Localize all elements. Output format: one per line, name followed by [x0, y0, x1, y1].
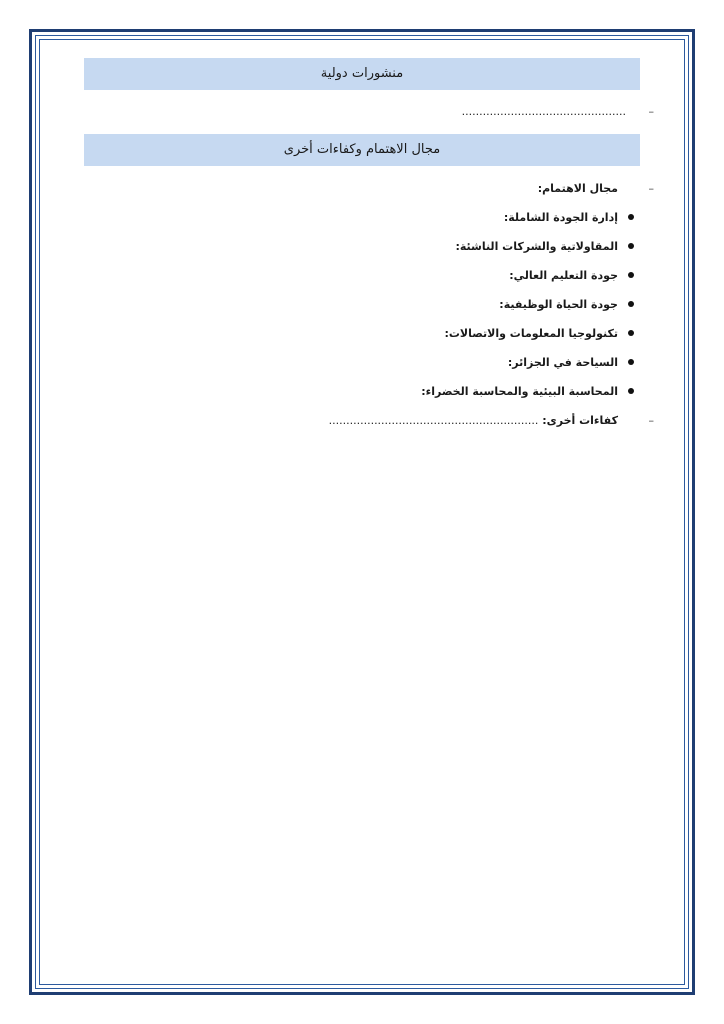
list-item [84, 290, 640, 319]
interests-header [84, 134, 640, 166]
publications-title: منشورات دولية [320, 66, 404, 81]
dash-marker: – [648, 105, 654, 118]
list-item-text: جودة التعليم العالي: [509, 269, 618, 282]
other-skills-row [84, 406, 654, 435]
publications-dots: ............................................... [461, 105, 626, 118]
bullet-icon [628, 214, 634, 220]
list-item-text: السياحة في الجزائر: [507, 356, 618, 369]
dash-marker: – [648, 182, 654, 195]
bullet-icon [628, 388, 634, 394]
list-item [84, 203, 640, 232]
bullet-icon [628, 301, 634, 307]
list-item [84, 319, 640, 348]
list-item [84, 261, 640, 290]
list-item-text: المحاسبة البيئية والمحاسبة الخضراء: [421, 385, 618, 398]
dash-marker: – [648, 414, 654, 427]
other-skills-label: كفاءات أخرى: [542, 414, 618, 427]
list-item-text: المقاولاتية والشركات الناشئة: [455, 240, 618, 253]
bullet-icon [628, 272, 634, 278]
bullet-icon [628, 359, 634, 365]
publications-header [84, 58, 640, 90]
field-of-interest-row [84, 174, 654, 203]
other-skills-dots: ............................................................ [328, 414, 539, 427]
publications-entry [84, 90, 654, 134]
field-of-interest-label: مجال الاهتمام: [537, 182, 618, 195]
list-item [84, 232, 640, 261]
interests-title: مجال الاهتمام وكفاءات أخرى [283, 142, 441, 157]
list-item-text: جودة الحياة الوظيفية: [499, 298, 618, 311]
bullet-icon [628, 330, 634, 336]
list-item-text: إدارة الجودة الشاملة: [503, 211, 618, 224]
list-item-text: تكنولوجيا المعلومات والاتصالات: [444, 327, 618, 340]
list-item [84, 377, 640, 406]
list-item [84, 348, 640, 377]
document-content [84, 58, 654, 435]
bullet-icon [628, 243, 634, 249]
